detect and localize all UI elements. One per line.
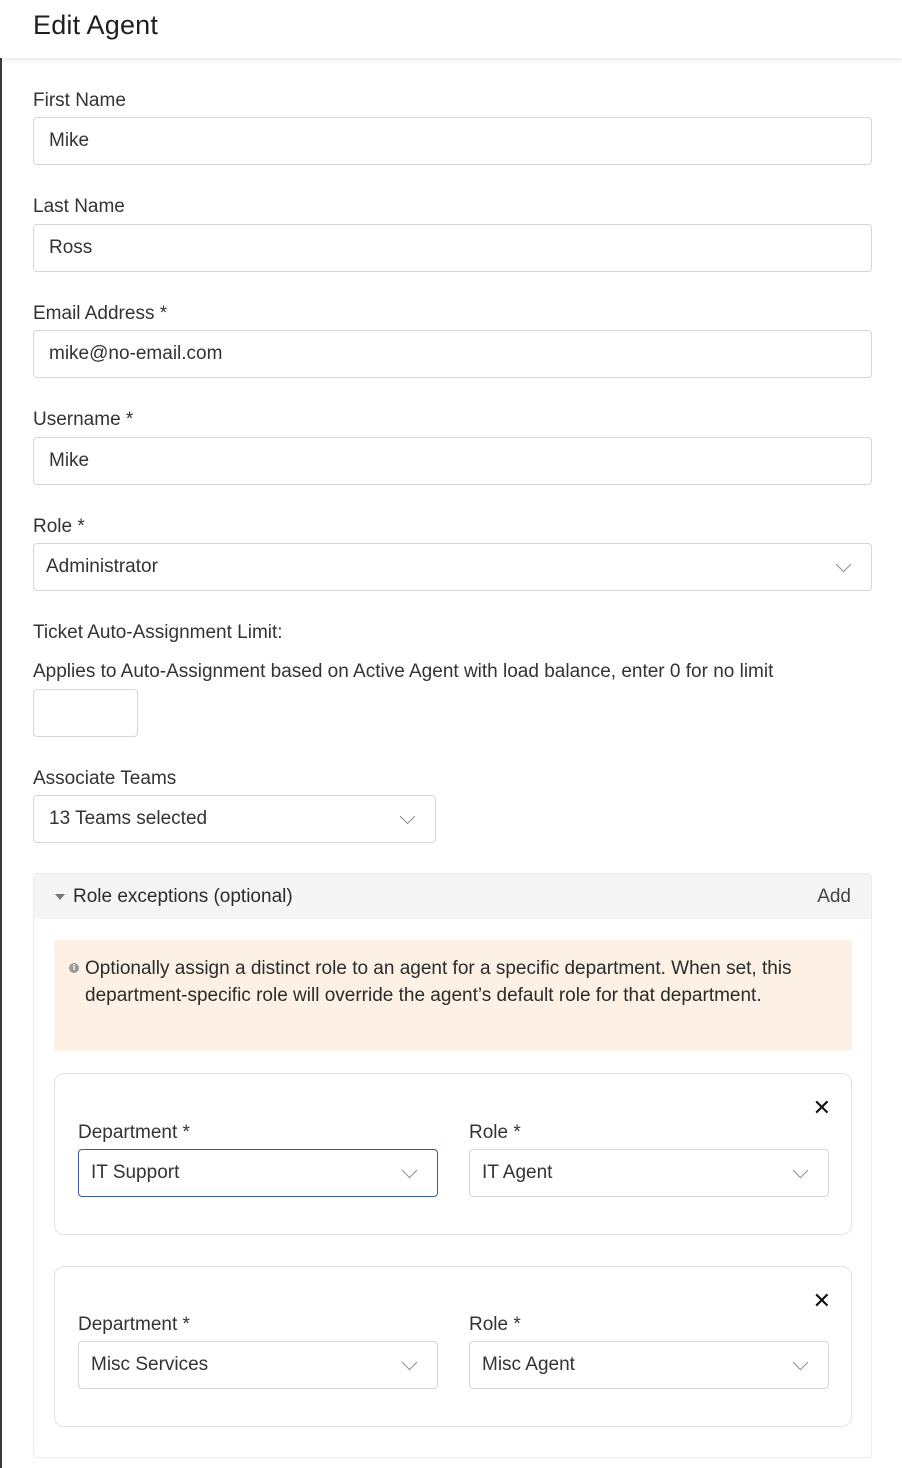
exception-card	[54, 1073, 852, 1235]
exception-role-select[interactable]	[469, 1149, 829, 1197]
role-exceptions-header[interactable]	[34, 874, 871, 919]
auto-assign-help: Applies to Auto-Assignment based on Active Agent with load balance, enter 0 for no limit	[33, 661, 774, 682]
role-select[interactable]	[33, 543, 872, 591]
auto-assign-label: Ticket Auto-Assignment Limit:	[33, 622, 283, 643]
notice-text: Optionally assign a distinct role to an agent for a specific department. When set, this department-specific role will override the agent’s default role for that department.	[85, 958, 792, 1006]
page-header	[0, 0, 902, 58]
last-name-input[interactable]	[33, 224, 872, 272]
caret-down-icon[interactable]	[55, 894, 65, 900]
chevron-down-icon	[836, 557, 852, 573]
exception-role-label: Role *	[469, 1122, 521, 1143]
department-value: Misc Services	[91, 1354, 209, 1375]
teams-select[interactable]	[33, 795, 436, 843]
username-input[interactable]	[33, 437, 872, 485]
department-value: IT Support	[91, 1162, 180, 1183]
department-select[interactable]	[78, 1149, 438, 1197]
info-icon: i	[69, 963, 79, 973]
add-exception-button[interactable]: Add	[817, 886, 851, 907]
role-label: Role *	[33, 516, 85, 537]
info-notice	[54, 940, 852, 1051]
email-label: Email Address *	[33, 303, 168, 324]
teams-label: Associate Teams	[33, 768, 177, 789]
exception-card	[54, 1266, 852, 1427]
department-select[interactable]	[78, 1341, 438, 1389]
department-label: Department *	[78, 1314, 190, 1335]
first-name-label: First Name	[33, 90, 126, 111]
chevron-down-icon	[402, 1355, 418, 1371]
auto-assign-limit-input[interactable]	[33, 689, 138, 737]
department-label: Department *	[78, 1122, 190, 1143]
exception-role-value: IT Agent	[482, 1162, 553, 1183]
left-border	[0, 58, 2, 1468]
last-name-value: Ross	[49, 237, 93, 258]
exception-role-value: Misc Agent	[482, 1354, 575, 1375]
chevron-down-icon	[793, 1163, 809, 1179]
role-value: Administrator	[46, 556, 158, 577]
last-name-label: Last Name	[33, 196, 125, 217]
page-title: Edit Agent	[33, 10, 159, 40]
teams-value: 13 Teams selected	[49, 808, 208, 829]
username-value: Mike	[49, 450, 90, 471]
close-icon[interactable]: ✕	[812, 1096, 831, 1121]
role-exceptions-section	[33, 873, 872, 1458]
chevron-down-icon	[793, 1355, 809, 1371]
chevron-down-icon	[400, 809, 416, 825]
email-value: mike@no-email.com	[49, 343, 223, 364]
first-name-input[interactable]	[33, 117, 872, 165]
exception-role-select[interactable]	[469, 1341, 829, 1389]
role-exceptions-title: Role exceptions (optional)	[73, 886, 293, 907]
username-label: Username *	[33, 409, 134, 430]
exception-role-label: Role *	[469, 1314, 521, 1335]
close-icon[interactable]: ✕	[812, 1289, 831, 1314]
chevron-down-icon	[402, 1163, 418, 1179]
first-name-value: Mike	[49, 130, 90, 151]
email-input[interactable]	[33, 330, 872, 378]
